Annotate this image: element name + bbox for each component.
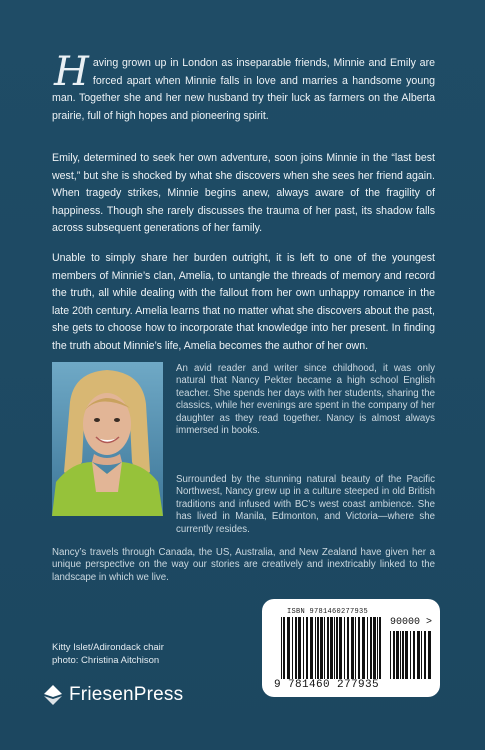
synopsis-paragraph-1: [52, 49, 435, 125]
price-barcode: [390, 631, 432, 681]
publisher-name: FriesenPress: [69, 684, 184, 705]
author-bio-paragraph-3: [52, 547, 435, 584]
synopsis-paragraph-2: [52, 150, 435, 238]
author-bio-paragraph-2: [176, 474, 435, 536]
friesenpress-logo-icon: [43, 684, 63, 706]
isbn-number: 9 781460 277935: [274, 679, 380, 691]
author-bio-paragraph-1: [176, 363, 435, 437]
author-bio-paragraph-2-text: Surrounded by the stunning natural beauty of the Pacific Northwest, Nancy grew up in a culture steeped in old British traditions and infused with BC’s west coast ambience. She has lived in Manila, Edmonton, and Victoria—where she currently resides.: [176, 474, 435, 535]
synopsis-paragraph-3: [52, 250, 435, 356]
synopsis-paragraph-3-text: Unable to simply share her burden outright, it is left to one of the youngest members of Minnie’s clan, Amelia, to untangle the threads of memory and record the truth, all while dealing with the fallout from her own unhappy romance in the late 20th century. Amelia learns that no matter what she discovers about the past, she gets to choose how to incorporate that knowledge into her present. In finding the truth about Minnie’s life, Amelia becomes the author of her own.: [52, 252, 435, 352]
synopsis-paragraph-1-text: aving grown up in London as inseparable friends, Minnie and Emily are forced apart when Minnie falls in love and marries a handsome young man. Together she and her new husband try their luck as farmers on the Alberta prairie, full of high hopes and pioneering spirit.: [52, 57, 435, 122]
isbn-barcode: [281, 617, 383, 681]
author-bio-paragraph-3-text: Nancy’s travels through Canada, the US, Australia, and New Zealand have given her a unique perspective on the way our stories are creatively and inextricably linked to the landscape in which we live.: [52, 547, 435, 583]
price-code: 90000 >: [390, 617, 433, 628]
photo-credit: [52, 641, 164, 667]
drop-cap: H: [54, 49, 89, 95]
isbn-label: ISBN 9781460277935: [287, 608, 369, 616]
author-photo: [52, 362, 163, 516]
publisher-logo: [43, 682, 183, 708]
photo-credit-line-2: photo: Christina Aitchison: [52, 655, 160, 666]
author-bio-paragraph-1-text: An avid reader and writer since childhood, it was only natural that Nancy Pekter became a high school English teacher. She spends her days with her students, sharing the classics, while her evenings are spent in the company of her daughter as they read together. Nancy is almost always immersed in books.: [176, 363, 435, 437]
isbn-barcode-panel: [262, 599, 440, 697]
photo-credit-line-1: Kitty Islet/Adirondack chair: [52, 642, 164, 653]
author-photo-illustration: [52, 362, 163, 516]
synopsis-paragraph-2-text: Emily, determined to seek her own adventure, soon joins Minnie in the “last best west,” but she is shocked by what she discovers when she sees her friend again. When tragedy strikes, Minnie begins anew, always aware of the fragility of happiness. Though she rarely discusses the trauma of her past, its shadow falls across subsequent generations of her family.: [52, 152, 435, 235]
